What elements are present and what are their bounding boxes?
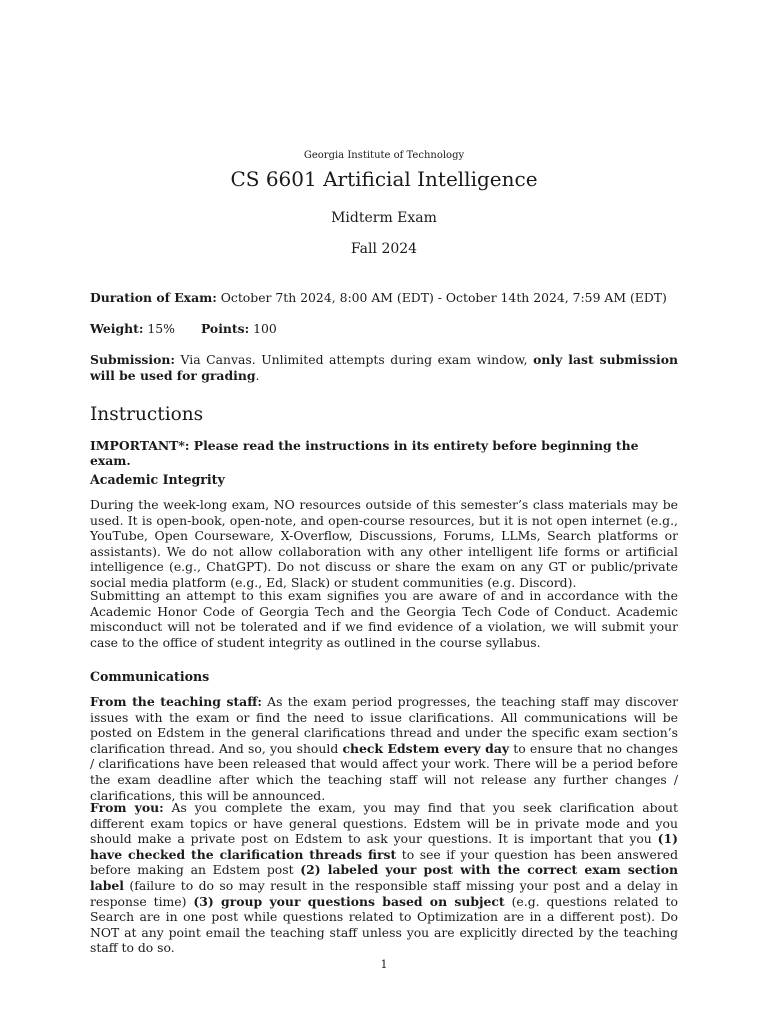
course-title: CS 6601 Artificial Intelligence (230, 167, 538, 191)
staff-text-continued: to ensure that no changes / clarifications have been released that would affect your work. There will be a period before the exam deadline after which the teaching staff will not release any further changes / clarifications, this will be announced. (90, 740, 678, 803)
submission-value: Via Canvas. Unlimited attempts during exam window, (174, 352, 534, 367)
institution-name: Georgia Institute of Technology (303, 150, 465, 161)
you-text-4: (e.g. questions related to Search are in one post while questions related to Optimization are in a different post). Do NOT at any point email the teaching staff unless you are explicitly directed by the teaching staff to do so. (90, 893, 678, 956)
you-emphasis-2: (2) labeled your post with the correct exam section label (90, 862, 678, 893)
submission-end: . (255, 368, 260, 383)
submission-label: Submission: (90, 352, 175, 367)
staff-label: From the teaching staff: (90, 694, 262, 709)
teaching-staff-paragraph (90, 694, 678, 803)
staff-emphasis: check Edstem every day (342, 740, 510, 756)
weight-points-line (90, 321, 678, 337)
from-you-paragraph (90, 800, 678, 956)
communications-heading: Communications (90, 669, 210, 684)
weight-value: 15% (143, 321, 175, 336)
instructions-heading: Instructions (90, 404, 204, 425)
submission-info (90, 352, 678, 384)
you-emphasis-1: (1) have checked the clarification threads first (90, 831, 678, 862)
semester: Fall 2024 (350, 241, 418, 257)
you-text-3: (failure to do so may result in the responsible staff missing your post and a delay in response time) (90, 877, 678, 909)
duration-label: Duration of Exam: (90, 290, 217, 305)
exam-name: Midterm Exam (331, 210, 437, 226)
duration-value: October 7th 2024, 8:00 AM (EDT) - October 14th 2024, 7:59 AM (EDT) (216, 290, 667, 305)
you-text: As you complete the exam, you may find that you seek clarification about different exam topics or have general questions. Edstem will be in private mode and you should make a private post on Edstem to ask your questions. It is important that you (90, 800, 679, 847)
academic-integrity-paragraph-2: Submitting an attempt to this exam signifies you are aware of and in accordance with the Academic Honor Code of Georgia Tech and the Georgia Tech Code of Conduct. Academic misconduct will not be tolerated and if we find evidence of a violation, we will submit your case to the office of student integrity as outlined in the course syllabus. (90, 588, 678, 650)
page-number: 1 (380, 958, 388, 971)
weight-label: Weight: (90, 321, 144, 336)
you-label: From you: (90, 800, 164, 815)
academic-integrity-heading: Academic Integrity (90, 472, 225, 487)
you-text-2: to see if your question has been answered before making an Edstem post (90, 846, 678, 878)
points-value: 100 (249, 321, 277, 336)
submission-emphasis: only last submission will be used for grading (90, 352, 678, 383)
academic-integrity-paragraph-1: During the week-long exam, NO resources outside of this semester’s class materials may be used. It is open-book, open-note, and open-course resources, but it is not open internet (e.g., YouTube, Open Courseware, X-Overflow, Discussions, Forums, LLMs, Search platforms or assistants). We do not allow collaboration with any other intelligent life forms or artificial intelligence (e.g., ChatGPT). Do not discuss or share the exam on any GT or public/private social media platform (e.g., Ed, Slack) or student communities (e.g. Discord). (90, 497, 678, 590)
you-emphasis-3: (3) group your questions based on subject (193, 893, 505, 909)
important-notice: IMPORTANT*: Please read the instructions in its entirety before beginning the exam. (90, 438, 639, 468)
points-label: Points: (200, 321, 250, 336)
staff-text: As the exam period progresses, the teaching staff may discover issues with the exam or find the need to issue clarifications. All communications will be posted on Edstem in the general clarifications thread and under the specific exam section’s clarification thread. And so, you should (90, 694, 678, 756)
exam-duration (90, 290, 678, 306)
